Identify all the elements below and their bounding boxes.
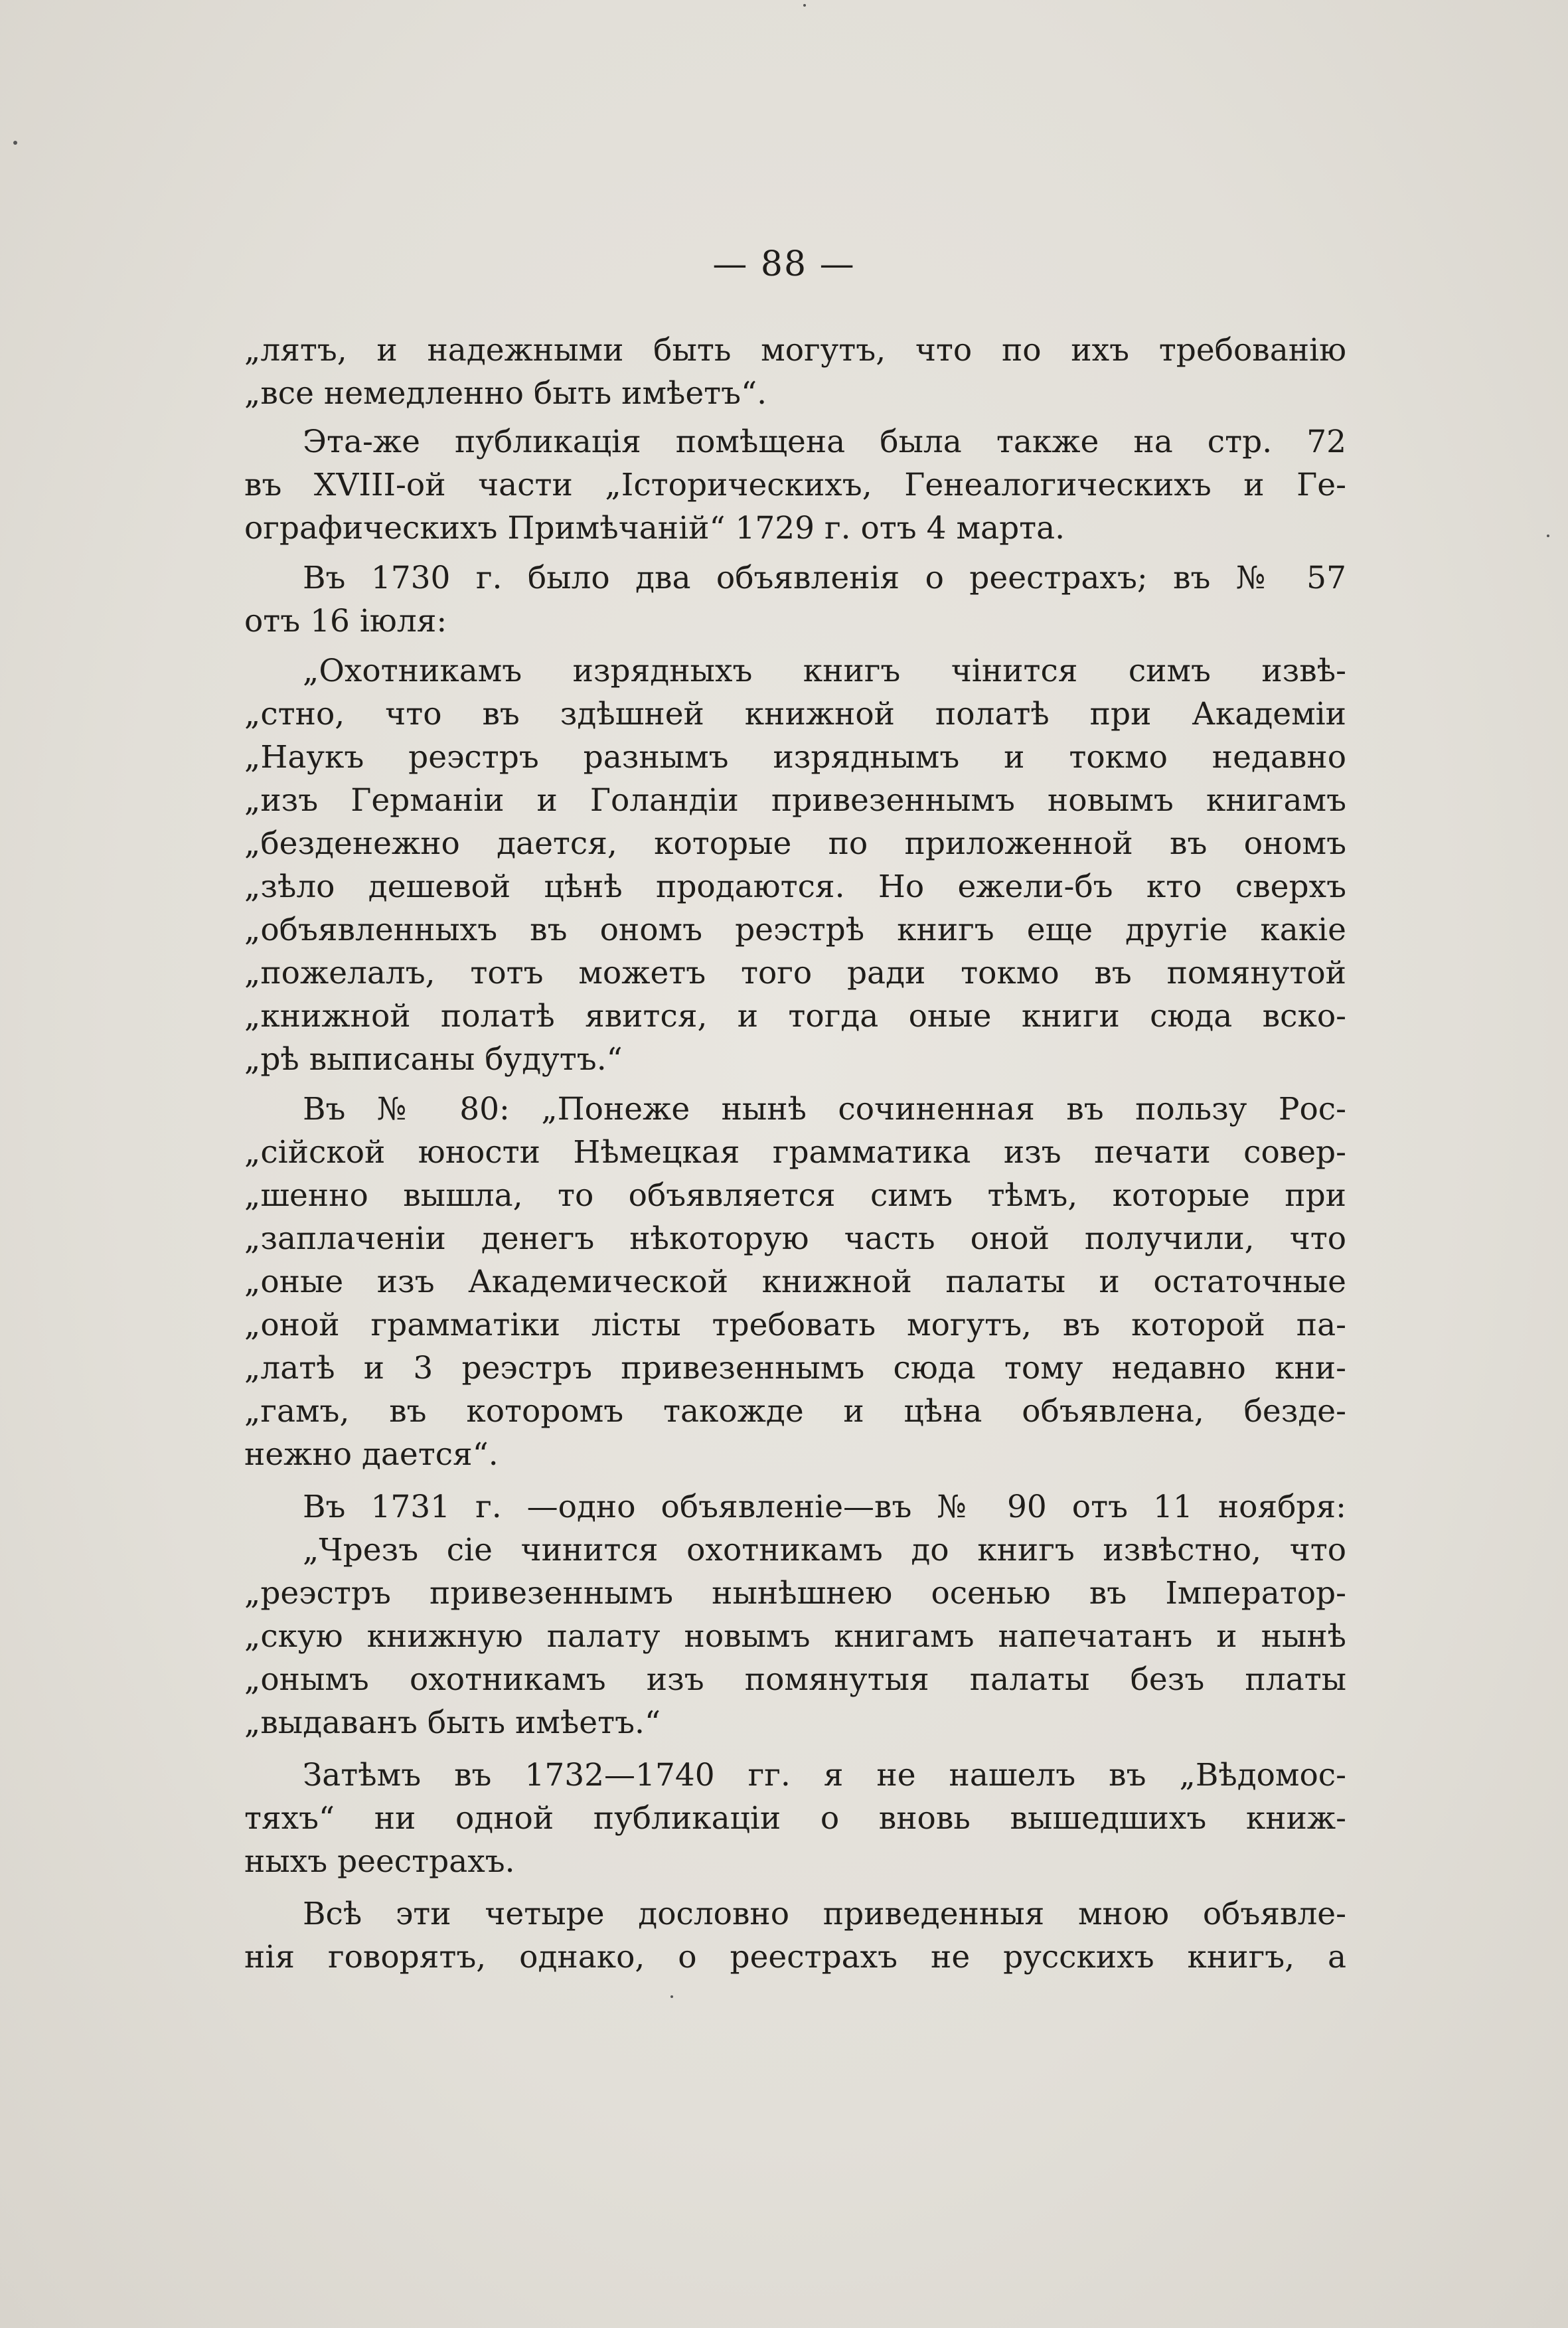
text-line: Въ 1730 г. было два объявленія о реестрахъ; въ № 57	[303, 560, 1346, 596]
text-line: „заплаченіи денегъ нѣкоторую часть оной получили, что	[244, 1220, 1346, 1257]
text-line: „гамъ, въ которомъ такожде и цѣна объявлена, безде-	[244, 1393, 1346, 1430]
text-line: „латѣ и 3 реэстръ привезеннымъ сюда тому недавно кни-	[244, 1350, 1346, 1386]
paper-speck	[1547, 535, 1549, 537]
text-line: „оной грамматіки лісты требовать могутъ, въ которой па-	[244, 1307, 1346, 1343]
text-line: „сійской юности Нѣмецкая грамматика изъ печати совер-	[244, 1134, 1346, 1171]
text-line: нежно дается“.	[244, 1436, 499, 1473]
paper-speck	[13, 141, 17, 145]
text-line: „оные изъ Академической книжной палаты и остаточные	[244, 1264, 1346, 1300]
text-line: Эта-же публикація помѣщена была также на стр. 72	[303, 424, 1346, 460]
text-line: въ XVIII-ой части „Історическихъ, Генеалогическихъ и Ге-	[244, 467, 1346, 503]
text-line: Въ 1731 г. —одно объявленіе—въ № 90 отъ 11 ноября:	[303, 1489, 1346, 1525]
paper-speck	[670, 1995, 673, 1998]
text-line: нія говорятъ, однако, о реестрахъ не русскихъ книгъ, а	[244, 1939, 1346, 1975]
text-line: „лятъ, и надежными быть могутъ, что по ихъ требованію	[244, 332, 1346, 369]
text-line: „реэстръ привезеннымъ нынѣшнею осенью въ Імператор-	[244, 1575, 1346, 1612]
text-line: „Охотникамъ изрядныхъ книгъ чінится симъ извѣ-	[303, 653, 1346, 689]
text-line: Всѣ эти четыре дословно приведенныя мною объявле-	[303, 1896, 1346, 1932]
text-line: „скую книжную палату новымъ книгамъ напечатанъ и нынѣ	[244, 1618, 1346, 1655]
text-line: „Чрезъ сіе чинится охотникамъ до книгъ извѣстно, что	[303, 1532, 1346, 1568]
text-line: „рѣ выписаны будутъ.“	[244, 1041, 623, 1078]
text-line: „онымъ охотникамъ изъ помянутыя палаты безъ платы	[244, 1661, 1346, 1698]
body-text	[244, 329, 1346, 1979]
paper-speck	[803, 4, 806, 7]
text-line: тяхъ“ ни одной публикаціи о вновь вышедшихъ книж-	[244, 1800, 1346, 1837]
page-number: — 88 —	[712, 244, 856, 284]
text-line: „стно, что въ здѣшней книжной полатѣ при Академіи	[244, 696, 1346, 732]
text-line: „шенно вышла, то объявляется симъ тѣмъ, которые при	[244, 1177, 1346, 1214]
text-line: „зѣло дешевой цѣнѣ продаются. Но ежели-бъ кто сверхъ	[244, 869, 1346, 905]
text-line: „Наукъ реэстръ разнымъ изряднымъ и токмо недавно	[244, 739, 1346, 776]
text-line: „все немедленно быть имѣетъ“.	[244, 375, 767, 412]
text-line: „изъ Германіи и Голандіи привезеннымъ новымъ книгамъ	[244, 782, 1346, 819]
text-line: Въ № 80: „Понеже нынѣ сочиненная въ пользу Рос-	[303, 1091, 1346, 1127]
text-line: „объявленныхъ въ ономъ реэстрѣ книгъ еще другіе какіе	[244, 912, 1346, 948]
text-line: ныхъ реестрахъ.	[244, 1843, 515, 1880]
text-line: „выдаванъ быть имѣетъ.“	[244, 1704, 661, 1741]
text-line: „книжной полатѣ явится, и тогда оные книги сюда вско-	[244, 998, 1346, 1035]
text-line: ографическихъ Примѣчаній“ 1729 г. отъ 4 марта.	[244, 510, 1065, 546]
text-line: „безденежно дается, которые по приложенной въ ономъ	[244, 825, 1346, 862]
text-line: „пожелалъ, тотъ можетъ того ради токмо въ помянутой	[244, 955, 1346, 991]
text-line: Затѣмъ въ 1732—1740 гг. я не нашелъ въ „Вѣдомос-	[303, 1757, 1346, 1793]
text-line: отъ 16 іюля:	[244, 603, 447, 639]
